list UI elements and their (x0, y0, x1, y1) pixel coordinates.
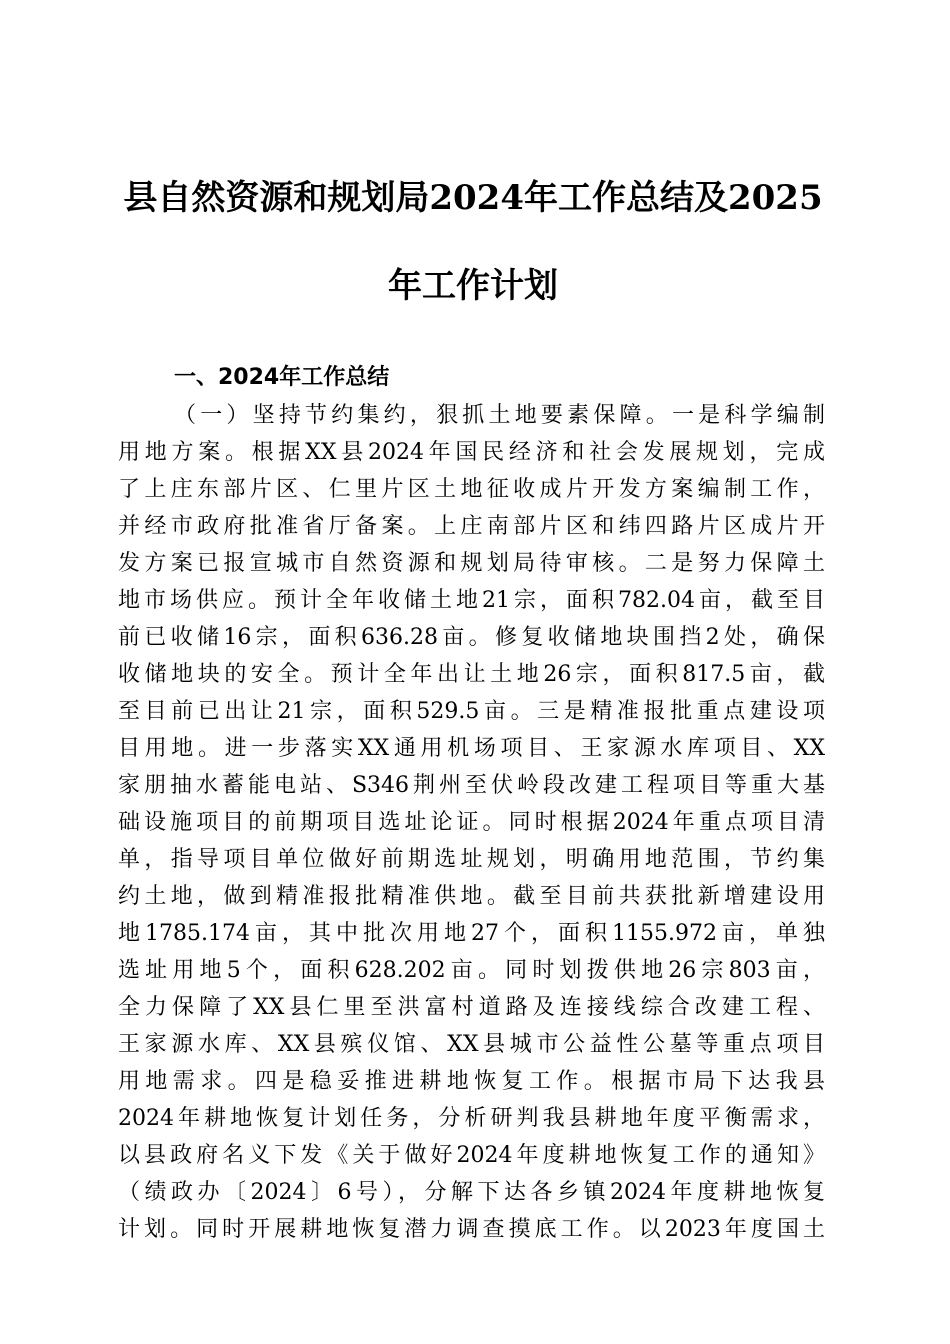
paragraph-line: 地1785.174亩，其中批次用地27个，面积1155.972亩，单独 (118, 921, 825, 946)
paragraph-line: 选址用地5个，面积628.202亩。同时划拨供地26宗803亩， (118, 958, 825, 983)
paragraph-line: 约土地，做到精准报批精准供地。截至目前共获批新增建设用 (118, 884, 825, 909)
paragraph-line: 了上庄东部片区、仁里片区土地征收成片开发方案编制工作， (118, 477, 825, 502)
paragraph-line: 计划。同时开展耕地恢复潜力调查摸底工作。以2023年度国土 (118, 1217, 825, 1242)
section-heading: 一、2024年工作总结 (174, 365, 390, 390)
document-title-line-2: 年工作计划 (388, 266, 558, 306)
paragraph-line: 家朋抽水蓄能电站、S346荆州至伏岭段改建工程项目等重大基 (118, 773, 825, 798)
paragraph-line: 以县政府名义下发《关于做好2024年度耕地恢复工作的通知》 (118, 1143, 825, 1168)
body-paragraph (118, 397, 825, 1248)
paragraph-line: 用地方案。根据XX县2024年国民经济和社会发展规划，完成 (118, 440, 825, 465)
paragraph-line: 发方案已报宣城市自然资源和规划局待审核。二是努力保障土 (118, 551, 825, 576)
paragraph-line: 收储地块的安全。预计全年出让土地26宗，面积817.5亩，截 (118, 662, 825, 687)
document-title-line-1: 县自然资源和规划局2024年工作总结及2025 (123, 178, 823, 218)
paragraph-line: 2024年耕地恢复计划任务，分析研判我县耕地年度平衡需求， (118, 1106, 825, 1131)
paragraph-line: （一）坚持节约集约，狠抓土地要素保障。一是科学编制 (174, 403, 825, 428)
paragraph-line: 目用地。进一步落实XX通用机场项目、王家源水库项目、XX (118, 736, 825, 761)
paragraph-line: 王家源水库、XX县殡仪馆、XX县城市公益性公墓等重点项目 (118, 1032, 825, 1057)
paragraph-line: 单，指导项目单位做好前期选址规划，明确用地范围，节约集 (118, 847, 825, 872)
paragraph-line: 地市场供应。预计全年收储土地21宗，面积782.04亩，截至目 (118, 588, 825, 613)
paragraph-line: 用地需求。四是稳妥推进耕地恢复工作。根据市局下达我县 (118, 1069, 825, 1094)
paragraph-line: （绩政办〔2024〕6号），分解下达各乡镇2024年度耕地恢复 (118, 1180, 825, 1205)
paragraph-line: 至目前已出让21宗，面积529.5亩。三是精准报批重点建设项 (118, 699, 825, 724)
paragraph-line: 前已收储16宗，面积636.28亩。修复收储地块围挡2处，确保 (118, 625, 825, 650)
paragraph-line: 础设施项目的前期项目选址论证。同时根据2024年重点项目清 (118, 810, 825, 835)
paragraph-line: 全力保障了XX县仁里至洪富村道路及连接线综合改建工程、 (118, 995, 825, 1020)
paragraph-line: 并经市政府批准省厅备案。上庄南部片区和纬四路片区成片开 (118, 514, 825, 539)
